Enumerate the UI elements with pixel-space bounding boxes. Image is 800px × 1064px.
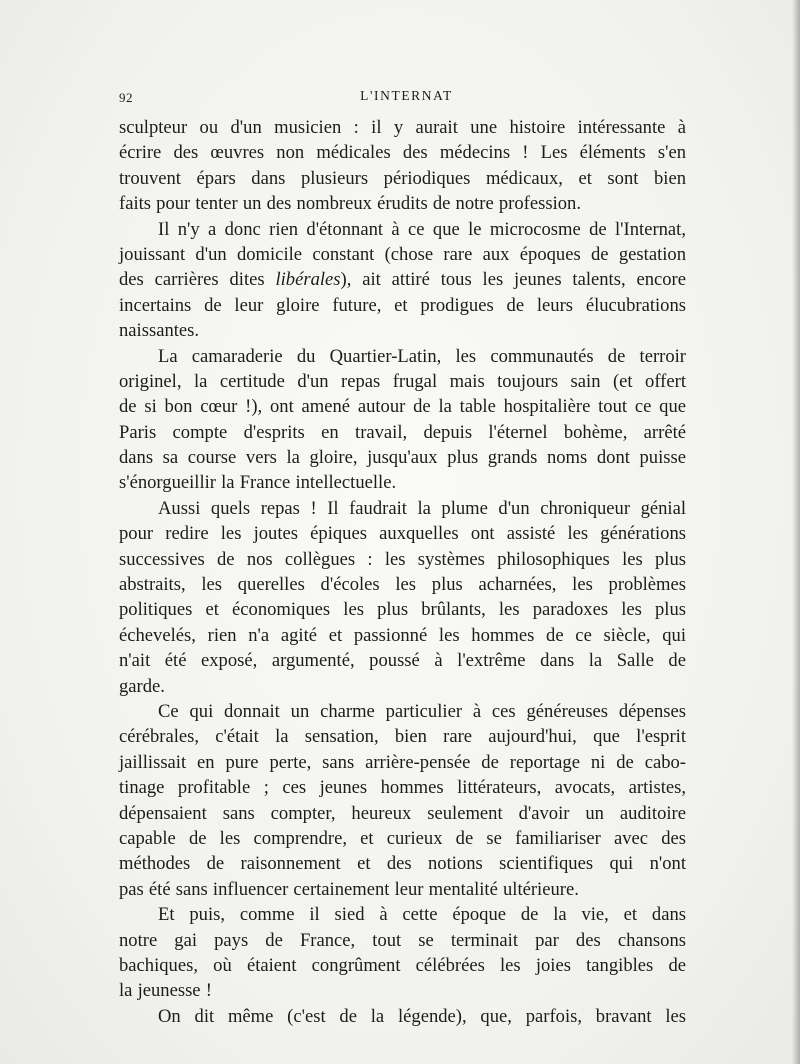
text-line: originel, la certitude d'un repas frugal mais toujours sain (et offert: [119, 370, 686, 392]
text-line: Et puis, comme il sied à cette époque de la vie, et dans: [158, 904, 686, 926]
text-line: n'ait été exposé, argumenté, poussé à l'extrême dans la Salle de: [119, 650, 686, 672]
paragraph: [119, 344, 686, 496]
text-line: pas été sans influencer certainement leur mentalité ultérieure.: [119, 878, 579, 900]
text-line: faits pour tenter un des nombreux érudits de notre profession.: [119, 193, 581, 215]
body-text: [119, 115, 686, 1029]
text-line: s'énorgueillir la France intellectuelle.: [119, 472, 397, 494]
text-line: la jeunesse !: [119, 980, 212, 1002]
text-line: pour redire les joutes épiques auxquelles ont assisté les générations: [119, 523, 686, 545]
text-line: garde.: [119, 675, 165, 697]
paragraph: [119, 115, 686, 217]
paragraph: [119, 1004, 686, 1029]
text-line: successives de nos collègues : les systèmes philosophiques les plus: [119, 548, 686, 570]
paragraph: [119, 902, 686, 1004]
text-line: échevelés, rien n'a agité et passionné les hommes de ce siècle, qui: [119, 624, 686, 646]
text-line: trouvent épars dans plusieurs périodiques médicaux, et sont bien: [119, 167, 686, 189]
text-segment: des carrières dites: [119, 269, 276, 291]
paragraph: [119, 217, 686, 344]
text-line: méthodes de raisonnement et des notions scientifiques qui n'ont: [119, 853, 686, 875]
text-line-with-italic: [119, 267, 686, 292]
text-line: bachiques, où étaient congrûment célébrées les joies tangibles de: [119, 954, 686, 976]
text-line: dépensaient sans compter, heureux seulement d'avoir un auditoire: [119, 802, 686, 824]
text-line: tinage profitable ; ces jeunes hommes littérateurs, avocats, artistes,: [119, 777, 686, 799]
text-line: jouissant d'un domicile constant (chose rare aux époques de gestation: [119, 243, 686, 265]
text-line: notre gai pays de France, tout se terminait par des chansons: [119, 929, 686, 951]
paragraph: [119, 496, 686, 699]
italic-word: libérales: [275, 269, 341, 291]
page-edge-shadow: [792, 0, 800, 1064]
text-line: cérébrales, c'était la sensation, bien rare aujourd'hui, que l'esprit: [119, 726, 686, 748]
text-line: capable de les comprendre, et curieux de se familiariser avec des: [119, 827, 686, 849]
text-line: Paris compte d'esprits en travail, depuis l'éternel bohème, arrêté: [119, 421, 686, 443]
text-line: Ce qui donnait un charme particulier à ces généreuses dépenses: [158, 700, 686, 722]
text-line: naissantes.: [119, 320, 200, 342]
text-line: de si bon cœur !), ont amené autour de la table hospitalière tout ce que: [119, 396, 686, 418]
text-line: jaillissait en pure perte, sans arrière-pensée de reportage ni de cabo-: [119, 751, 686, 773]
text-line: abstraits, les querelles d'écoles les plus acharnées, les problèmes: [119, 574, 686, 596]
text-line: La camaraderie du Quartier-Latin, les communautés de terroir: [158, 345, 686, 367]
page-number: 92: [119, 90, 133, 105]
running-head: L'INTERNAT: [360, 88, 453, 103]
text-line: Il n'y a donc rien d'étonnant à ce que le microcosme de l'Internat,: [158, 218, 686, 240]
text-line: On dit même (c'est de la légende), que, parfois, bravant les: [158, 1005, 686, 1027]
text-line: sculpteur ou d'un musicien : il y aurait une histoire intéressante à: [119, 117, 686, 138]
text-line: écrire des œuvres non médicales des médecins ! Les éléments s'en: [119, 142, 686, 164]
text-line: politiques et économiques les plus brûlants, les paradoxes les plus: [119, 599, 686, 621]
page-header: [119, 86, 684, 110]
text-segment: ), ait attiré tous les jeunes talents, encore: [340, 269, 686, 291]
text-line: dans sa course vers la gloire, jusqu'aux plus grands noms dont puisse: [119, 447, 686, 469]
paragraph: [119, 699, 686, 902]
text-line: Aussi quels repas ! Il faudrait la plume d'un chroniqueur génial: [158, 497, 686, 519]
text-line: incertains de leur gloire future, et prodigues de leurs élucubrations: [119, 294, 686, 316]
